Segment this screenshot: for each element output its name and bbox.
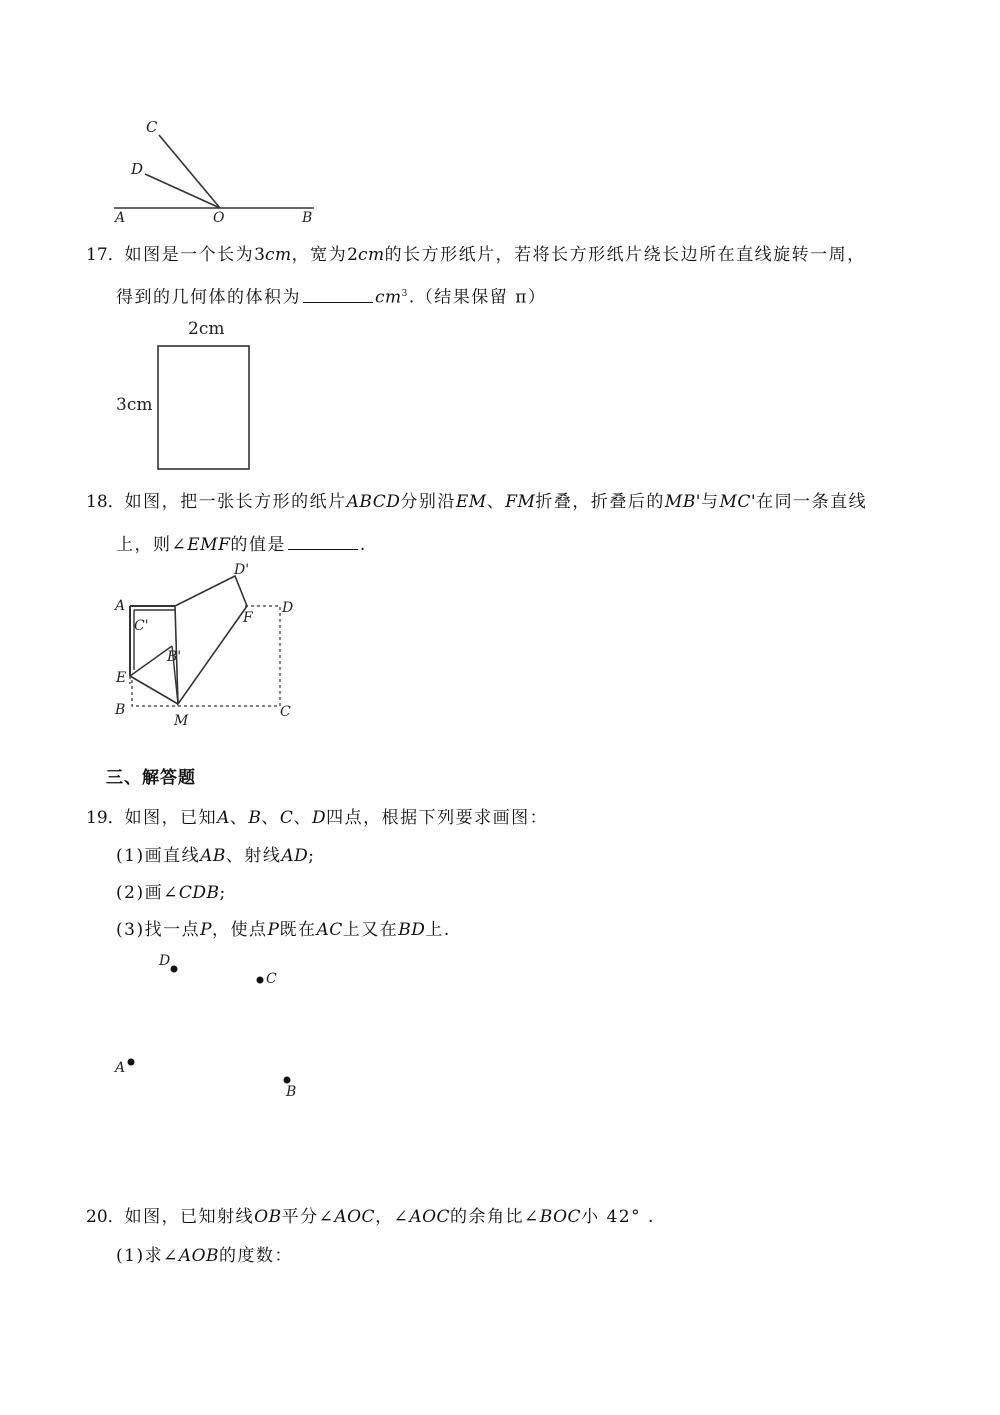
q20-text-b: 平分∠ xyxy=(281,1207,335,1227)
segment-eb1 xyxy=(130,646,172,676)
q20-aoc-2: AOC xyxy=(409,1207,451,1227)
q19-p1-c: ; xyxy=(308,846,316,866)
label-c: C xyxy=(266,971,277,987)
q19-part2 xyxy=(116,881,227,905)
q18-number: 18． xyxy=(86,492,125,512)
label-c: C xyxy=(280,704,291,720)
q19-b: B xyxy=(248,808,262,828)
fold-line-em xyxy=(130,676,178,704)
q17-width: 2 xyxy=(347,245,358,265)
q19-p: P xyxy=(200,920,213,940)
q18-emf: EMF xyxy=(187,535,231,555)
rectangle-paper xyxy=(158,346,249,469)
q19-sep3: 、 xyxy=(293,808,312,828)
label-b: B xyxy=(286,1084,297,1100)
q19-a: A xyxy=(217,808,230,828)
q17-text-c: 的长方形纸片，若将长方形纸片绕长边所在直线旋转一周， xyxy=(384,245,866,265)
q19-sep2: 、 xyxy=(261,808,280,828)
label-d: D xyxy=(159,953,171,969)
q17-text-a: 如图是一个长为 xyxy=(124,245,255,265)
point-c xyxy=(257,977,264,984)
label-b: B xyxy=(302,210,313,226)
label-a: A xyxy=(115,1060,126,1076)
q20-aoc: AOC xyxy=(334,1207,376,1227)
q18-text-g: . xyxy=(359,535,367,555)
q17-unit2: cm xyxy=(357,245,385,265)
q18-text-d: 在同一条直线 xyxy=(756,492,868,512)
q17-unit3: cm xyxy=(375,287,402,308)
figure-folding xyxy=(100,558,320,733)
q18-fm: FM xyxy=(505,492,536,512)
q18-abcd: ABCD xyxy=(346,492,401,512)
q18-mb: MB' xyxy=(664,492,701,512)
q20-text-d: 的余角比∠ xyxy=(450,1207,540,1227)
q20-p1-a: (1)求∠ xyxy=(116,1246,179,1266)
point-d xyxy=(171,966,178,973)
label-a: A xyxy=(115,210,126,226)
q19-p-2: P xyxy=(267,920,280,940)
q19-text-b: 四点，根据下列要求画图： xyxy=(326,808,549,828)
label-d-prime: D' xyxy=(234,562,250,578)
figure-rectangle xyxy=(110,312,270,477)
q19-d: D xyxy=(311,808,327,828)
q20-part1 xyxy=(116,1244,293,1268)
q17-unit1: cm xyxy=(264,245,292,265)
q19-p3-c: 既在 xyxy=(279,920,317,940)
q20-text-a: 如图，已知射线 xyxy=(124,1207,255,1227)
q17-line2 xyxy=(116,282,546,310)
q18-answer-blank[interactable] xyxy=(288,531,358,550)
q18-em: EM xyxy=(455,492,487,512)
q19-p1-a: (1)画直线 xyxy=(116,846,201,866)
q18-text-b: 分别沿 xyxy=(400,492,456,512)
q19-c: C xyxy=(279,808,294,828)
ray-oc xyxy=(159,135,220,208)
q17-text-e: .（结果保留 π） xyxy=(408,287,547,308)
figure-angle-aob xyxy=(100,110,340,230)
q19-p3-a: (3)找一点 xyxy=(116,920,201,940)
q20-ob: OB xyxy=(254,1207,282,1227)
q19-sep1: 、 xyxy=(229,808,249,828)
q18-text-c: 折叠，折叠后的 xyxy=(535,492,665,512)
q18-line1 xyxy=(86,490,867,514)
q17-number: 17． xyxy=(86,245,125,265)
q18-mc: MC' xyxy=(719,492,757,512)
figure-four-points xyxy=(100,945,320,1105)
label-e: E xyxy=(116,670,127,686)
q18-yu: 与 xyxy=(700,492,720,512)
q19-line1 xyxy=(86,806,548,830)
label-d: D xyxy=(282,600,294,616)
q19-bd: BD xyxy=(398,920,426,940)
q17-length: 3 xyxy=(254,245,265,265)
q19-text-a: 如图，已知 xyxy=(124,808,218,828)
q18-line2 xyxy=(116,531,367,557)
q19-p2-b: ; xyxy=(219,883,227,903)
q17-line1 xyxy=(86,243,866,267)
q18-text-e: 上，则∠ xyxy=(116,535,188,555)
q17-text-d: 得到的几何体的体积为 xyxy=(116,287,301,308)
q17-answer-blank[interactable] xyxy=(303,284,373,303)
section-heading: 三、解答题 xyxy=(106,768,196,788)
q19-p1-b: 、射线 xyxy=(225,846,282,866)
q20-aob: AOB xyxy=(178,1246,220,1266)
q20-number: 20． xyxy=(86,1207,125,1227)
folded-flap-f xyxy=(175,576,247,704)
q18-text-f: 的值是 xyxy=(230,535,286,555)
q20-boc: BOC xyxy=(539,1207,582,1227)
q19-p3-d: 上又在 xyxy=(342,920,399,940)
q18-sep: 、 xyxy=(486,492,506,512)
q20-line1 xyxy=(86,1205,655,1229)
q18-text-a: 如图，把一张长方形的纸片 xyxy=(124,492,347,512)
q20-text-c: ，∠ xyxy=(375,1207,410,1227)
q19-p3-e: 上. xyxy=(425,920,451,940)
label-f: F xyxy=(243,610,253,626)
q19-ab: AB xyxy=(200,846,226,866)
label-length: 3cm xyxy=(116,395,153,415)
q19-ad: AD xyxy=(281,846,309,866)
q17-text-b: ，宽为 xyxy=(291,245,348,265)
label-a: A xyxy=(115,598,126,614)
label-b: B xyxy=(115,702,126,718)
q19-part3 xyxy=(116,918,451,942)
q20-text-e: 小 42° . xyxy=(581,1207,655,1227)
point-a xyxy=(128,1059,135,1066)
q17-exponent: 3 xyxy=(401,289,409,299)
q19-p2-a: (2)画∠ xyxy=(116,883,179,903)
label-d: D xyxy=(131,160,144,178)
label-c-prime: C' xyxy=(134,618,149,634)
q19-ac: AC xyxy=(316,920,343,940)
q19-p3-b: ，使点 xyxy=(212,920,268,940)
label-width: 2cm xyxy=(188,319,225,339)
q19-cdb: CDB xyxy=(178,883,220,903)
q19-number: 19． xyxy=(86,808,125,828)
ray-od xyxy=(145,174,220,208)
q20-p1-b: 的度数： xyxy=(219,1246,294,1266)
label-m: M xyxy=(174,713,189,729)
q19-part1 xyxy=(116,844,316,868)
label-c: C xyxy=(146,118,158,136)
label-b-prime: B' xyxy=(167,649,182,665)
point-b xyxy=(284,1077,291,1084)
label-o: O xyxy=(213,210,225,226)
